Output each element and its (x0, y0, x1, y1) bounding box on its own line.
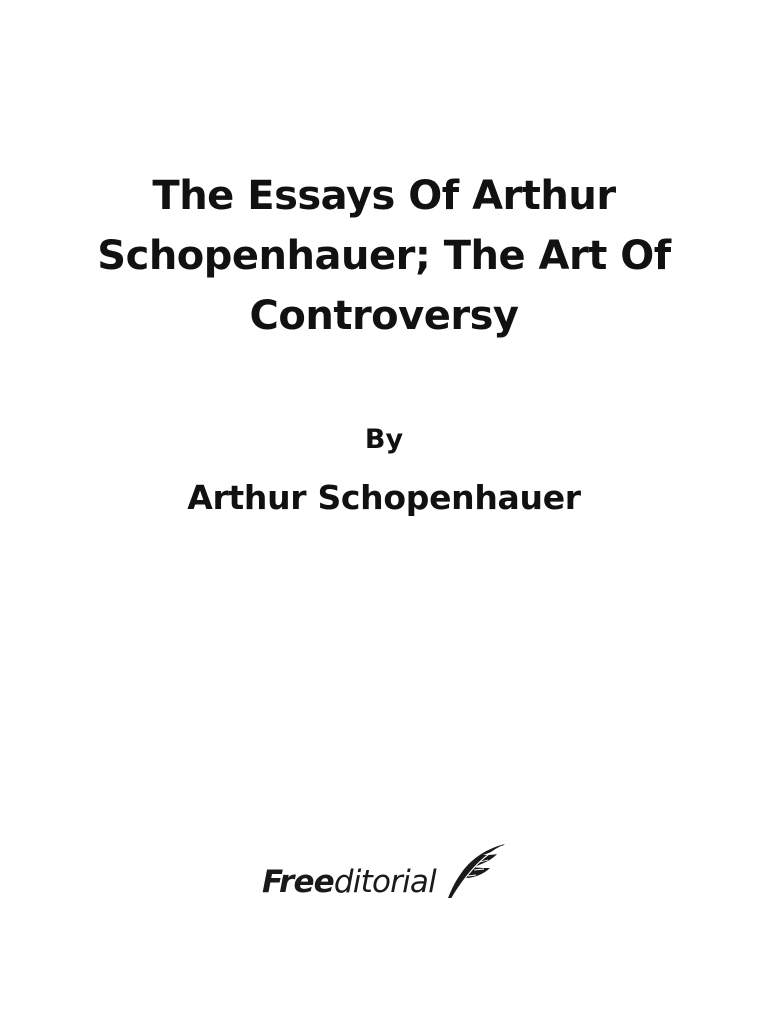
publisher-wordmark-bold: Free (262, 864, 334, 900)
publisher-logo (262, 842, 512, 908)
byline-label: By (364, 424, 404, 455)
publisher-wordmark (262, 862, 436, 902)
book-title: The Essays Of Arthur Schopenhauer; The Art Of Controversy (97, 173, 671, 339)
publisher-wordmark-regular: ditorial (333, 864, 436, 900)
author-name: Arthur Schopenhauer (187, 478, 581, 517)
quill-feather-icon (444, 842, 508, 902)
